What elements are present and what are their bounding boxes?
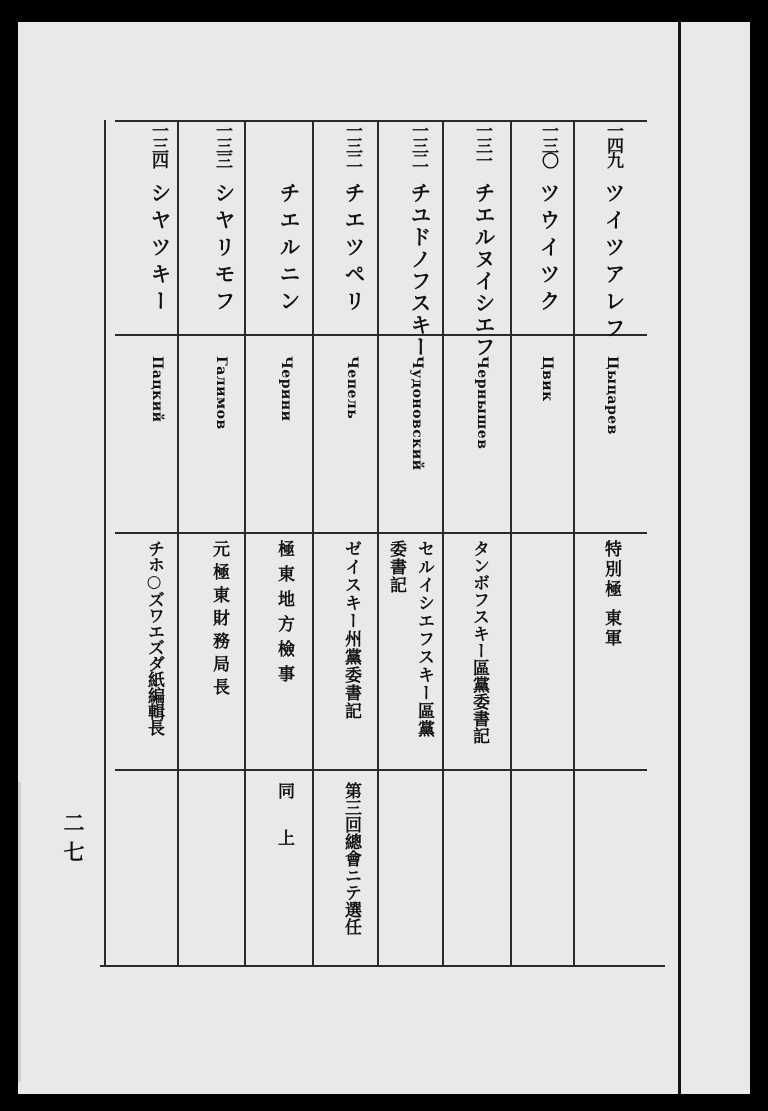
document-page [18, 22, 750, 1094]
row-divider [244, 120, 246, 965]
entry-number: 一三一 [472, 122, 492, 167]
remark: 第三回總會ニテ選任 [341, 782, 361, 935]
name-russian: Чепель [344, 356, 360, 420]
name-katakana: チエルヌイシエフ [472, 182, 497, 358]
page-number: 二七 [61, 812, 86, 870]
row-divider [573, 120, 575, 965]
entry-number: 一三二 [408, 122, 428, 167]
column-divider [115, 769, 647, 771]
name-russian: Галимов [213, 356, 229, 430]
entry-number: 一三二 [342, 122, 362, 167]
name-russian: Пацкий [149, 356, 165, 423]
name-katakana: チエルニン [277, 182, 302, 317]
entry-number: 一三四 [148, 122, 168, 167]
position-note: ゼイスキー州黨委書記 [341, 540, 361, 720]
row-divider [312, 120, 314, 965]
name-russian: Цыцарев [604, 356, 620, 435]
name-katakana: ツウイツク [537, 182, 562, 317]
entry-number: 一三三 [212, 122, 232, 167]
name-russian: Черини [278, 356, 294, 422]
remark: 同 上 [274, 782, 294, 858]
position-note: セルイシエフスキー區黨委書記 [386, 540, 434, 738]
name-katakana: ツイツアレフ [602, 182, 627, 344]
position-note: 極東地方檢事 [274, 540, 294, 690]
page-edge [18, 782, 21, 1082]
position-note: 特別極 東軍 [601, 540, 621, 649]
name-russian: Чудоновский [409, 356, 425, 471]
column-divider [115, 532, 647, 534]
row-divider [442, 120, 444, 965]
position-note: チホ○ズワエズダ紙編輯長 [144, 540, 164, 735]
binding-fold [678, 22, 681, 1094]
name-katakana: シヤリモフ [212, 182, 237, 317]
name-russian: Чернышев [474, 356, 490, 450]
row-divider [510, 120, 512, 965]
entry-number: 一三〇 [538, 122, 558, 167]
position-note: タンボフスキー區黨委書記 [469, 540, 489, 744]
column-divider [115, 334, 647, 336]
name-katakana: シヤツキー [148, 182, 173, 317]
table-left-border [104, 120, 106, 965]
name-katakana: チユドノフスキー [408, 182, 433, 358]
name-russian: Цвик [539, 356, 555, 402]
row-divider [377, 120, 379, 965]
row-divider [177, 120, 179, 965]
entry-number: 一四九 [603, 122, 623, 167]
table-bottom-rule [100, 965, 665, 967]
position-note: 元極東財務局長 [209, 540, 229, 701]
name-katakana: チエツペリ [342, 182, 367, 317]
table-top-rule [115, 120, 647, 122]
